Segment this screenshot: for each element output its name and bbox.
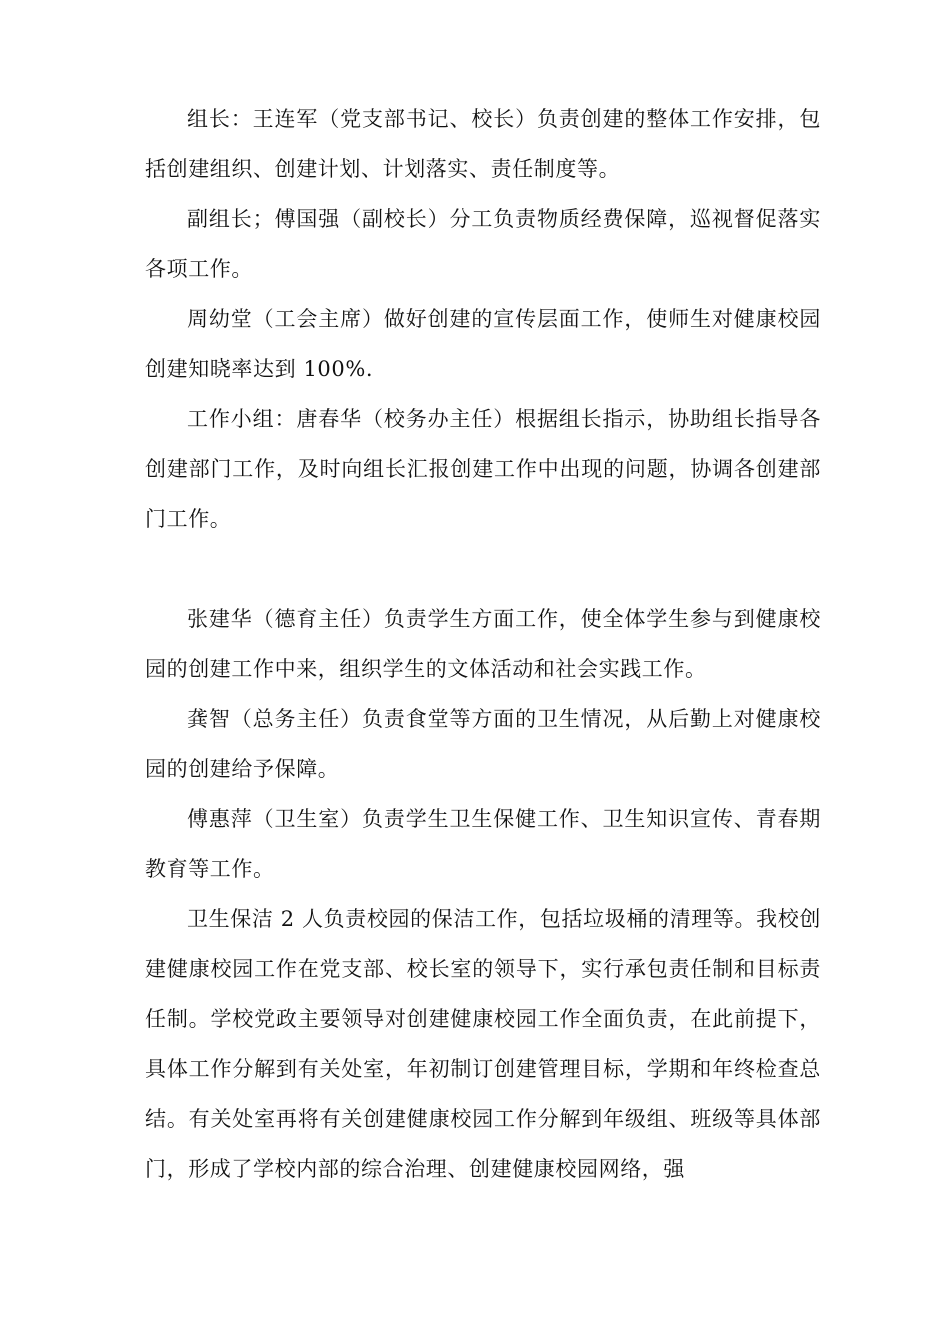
paragraph-general-affairs: 龚智（总务主任）负责食堂等方面的卫生情况，从后勤上对健康校园的创建给予保障。 [145,707,821,781]
paragraph-cleaning-and-responsibility: 卫生保洁 2 人负责校园的保洁工作，包括垃圾桶的清理等。我校创建健康校园工作在党支部、校长室的领导下，实行承包责任制和目标责任制。学校党政主要领导对创建健康校园工作全面负责，在此前提下，具体工作分解到有关处室，年初制订创建管理目标，学期和年终检查总结。有关处室再将有关创建健康校园工作分解到年级组、班级等具体部门，形成了学校内部的综合治理、创建健康校园网络，强 [145,907,821,1181]
paragraph-working-group: 工作小组：唐春华（校务办主任）根据组长指示，协助组长指导各创建部门工作，及时向组长汇报创建工作中出现的问题，协调各创建部门工作。 [145,407,821,531]
paragraph-leader: 组长：王连军（党支部书记、校长）负责创建的整体工作安排，包括创建组织、创建计划、计划落实、责任制度等。 [145,107,821,181]
paragraph-moral-education: 张建华（德育主任）负责学生方面工作，使全体学生参与到健康校园的创建工作中来，组织学生的文体活动和社会实践工作。 [145,607,821,681]
document-body [145,94,821,1194]
paragraph-deputy-leader: 副组长；傅国强（副校长）分工负责物质经费保障，巡视督促落实各项工作。 [145,207,821,281]
paragraph-union-chair: 周幼堂（工会主席）做好创建的宣传层面工作，使师生对健康校园创建知晓率达到 100%. [145,307,821,381]
paragraph-health-room: 傅惠萍（卫生室）负责学生卫生保健工作、卫生知识宣传、青春期教育等工作。 [145,807,821,881]
paragraph-spacer [145,544,821,594]
